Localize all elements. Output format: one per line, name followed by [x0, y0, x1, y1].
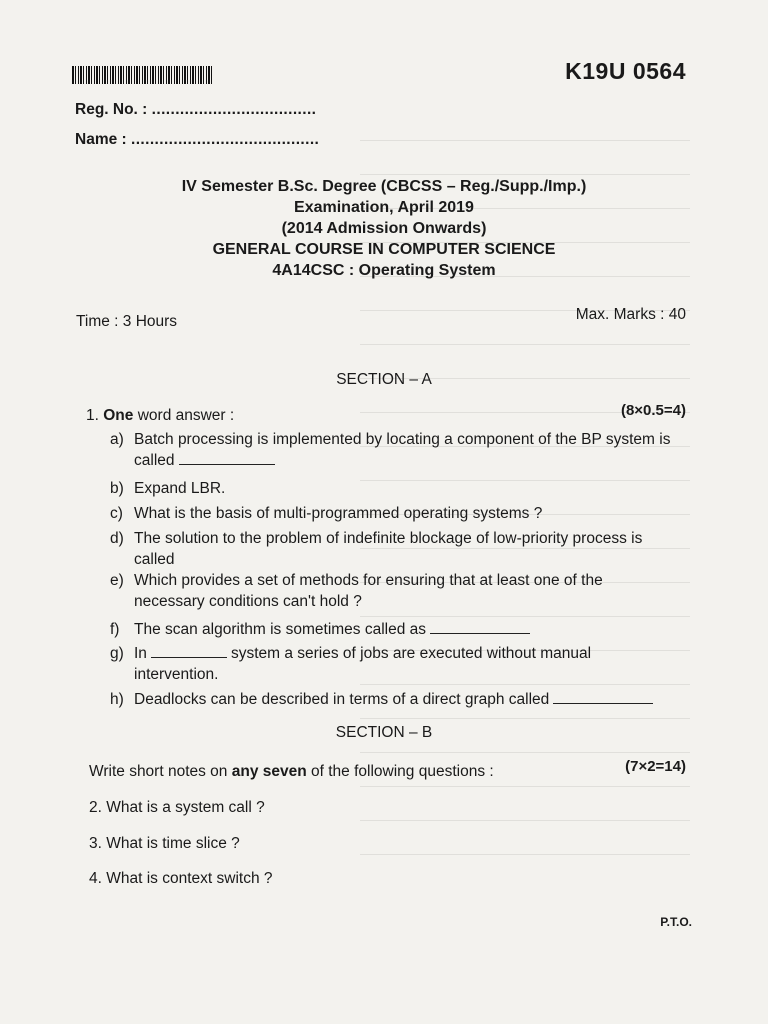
name-label: Name :: [75, 131, 127, 148]
option-a-blank: [179, 464, 275, 465]
title-line-5: 4A14CSC : Operating System: [272, 262, 496, 279]
option-d-text: The solution to the problem of indefinite blockage of low-priority process is called: [134, 530, 643, 568]
option-a-label: a): [110, 431, 124, 448]
section-b-instr-bold: any seven: [231, 763, 307, 780]
pto-label: P.T.O.: [660, 915, 692, 929]
question-4: [89, 870, 273, 888]
option-g: [110, 643, 674, 685]
option-b-label: b): [110, 480, 124, 497]
question-4-text: What is context switch ?: [106, 870, 273, 887]
option-g-text-after: system a series of jobs are executed without manual intervention.: [134, 645, 592, 683]
barcode: [72, 66, 214, 84]
question-2-number: 2.: [89, 799, 102, 816]
option-e-label: e): [110, 572, 124, 589]
option-f-text: The scan algorithm is sometimes called as: [134, 621, 427, 638]
option-d-label: d): [110, 530, 124, 547]
question-1-bold: One: [103, 407, 134, 424]
option-f: [110, 619, 674, 640]
section-b-instr-after: of the following questions :: [306, 763, 494, 780]
option-h-text: Deadlocks can be described in terms of a direct graph called: [134, 691, 550, 708]
option-h-label: h): [110, 691, 124, 708]
question-3: [89, 835, 240, 853]
section-b-instruction: [89, 763, 494, 781]
option-h: [110, 689, 674, 710]
question-3-number: 3.: [89, 835, 102, 852]
reg-no-label: Reg. No. :: [75, 101, 148, 118]
option-g-label: g): [110, 645, 124, 662]
question-1-number: 1.: [86, 407, 99, 424]
name-dots: ........................................: [131, 131, 320, 148]
name-field: [75, 131, 319, 149]
section-b-marks: (7×2=14): [625, 758, 686, 775]
title-line-3: (2014 Admission Onwards): [281, 220, 487, 237]
option-e: [110, 570, 674, 612]
section-a-title: SECTION – A: [336, 371, 432, 388]
option-f-label: f): [110, 621, 120, 638]
option-c-label: c): [110, 505, 123, 522]
title-line-4: GENERAL COURSE IN COMPUTER SCIENCE: [212, 241, 556, 258]
reg-no-dots: ...................................: [151, 101, 317, 118]
option-e-text: Which provides a set of methods for ensuring that at least one of the necessary conditions can't hold ?: [134, 572, 603, 610]
option-f-blank: [430, 633, 530, 634]
option-b: [110, 478, 674, 499]
question-1-text: word answer :: [133, 407, 235, 424]
option-h-blank: [553, 703, 653, 704]
option-g-blank: [151, 657, 227, 658]
section-b-instr-before: Write short notes on: [89, 763, 232, 780]
section-b-title: SECTION – B: [335, 724, 433, 741]
option-g-text-before: In: [134, 645, 147, 662]
option-d: [110, 528, 674, 570]
time-label: Time : 3 Hours: [76, 313, 178, 330]
section-a-marks: (8×0.5=4): [620, 402, 686, 419]
paper-code: K19U 0564: [565, 58, 686, 84]
option-c: [110, 503, 674, 524]
option-b-text: Expand LBR.: [134, 480, 226, 497]
option-a: [110, 429, 674, 471]
reg-no-field: [75, 101, 316, 119]
title-line-2: Examination, April 2019: [294, 199, 474, 216]
max-marks-label: Max. Marks : 40: [575, 306, 686, 323]
question-4-number: 4.: [89, 870, 102, 887]
question-3-text: What is time slice ?: [106, 835, 240, 852]
question-1: [86, 407, 234, 425]
option-a-text: Batch processing is implemented by locating a component of the BP system is called: [134, 431, 671, 469]
question-2-text: What is a system call ?: [106, 799, 265, 816]
question-2: [89, 799, 265, 817]
option-c-text: What is the basis of multi-programmed operating systems ?: [134, 505, 543, 522]
title-line-1: IV Semester B.Sc. Degree (CBCSS – Reg./Supp./Imp.): [181, 178, 587, 195]
